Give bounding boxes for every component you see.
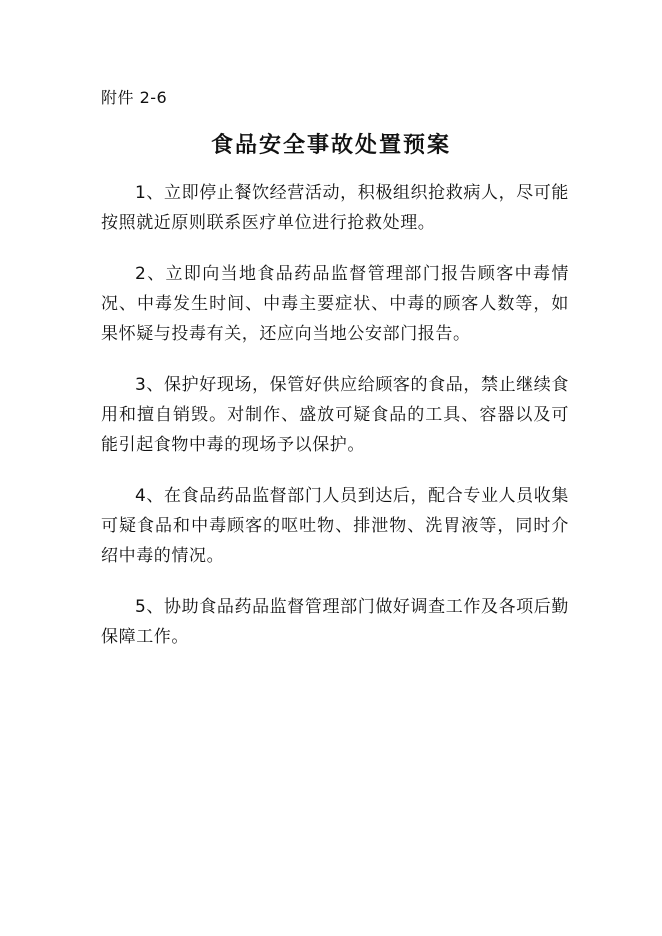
document-body — [101, 178, 569, 673]
document-title: 食品安全事故处置预案 — [210, 132, 451, 158]
paragraph-5: 5、协助食品药品监督管理部门做好调查工作及各项后勤保障工作。 — [101, 597, 569, 647]
paragraph-3: 3、保护好现场，保管好供应给顾客的食品，禁止继续食用和擅自销毁。对制作、盛放可疑食品的工具、容器以及可能引起食物中毒的现场予以保护。 — [101, 375, 569, 455]
paragraph-1: 1、立即停止餐饮经营活动，积极组织抢救病人，尽可能按照就近原则联系医疗单位进行抢救处理。 — [101, 183, 569, 233]
paragraph-4: 4、在食品药品监督部门人员到达后，配合专业人员收集可疑食品和中毒顾客的呕吐物、排泄物、洗胃液等，同时介绍中毒的情况。 — [101, 486, 569, 566]
paragraph-2: 2、立即向当地食品药品监督管理部门报告顾客中毒情况、中毒发生时间、中毒主要症状、中毒的顾客人数等，如果怀疑与投毒有关，还应向当地公安部门报告。 — [101, 264, 569, 344]
attachment-label: 附件 2-6 — [101, 88, 168, 107]
